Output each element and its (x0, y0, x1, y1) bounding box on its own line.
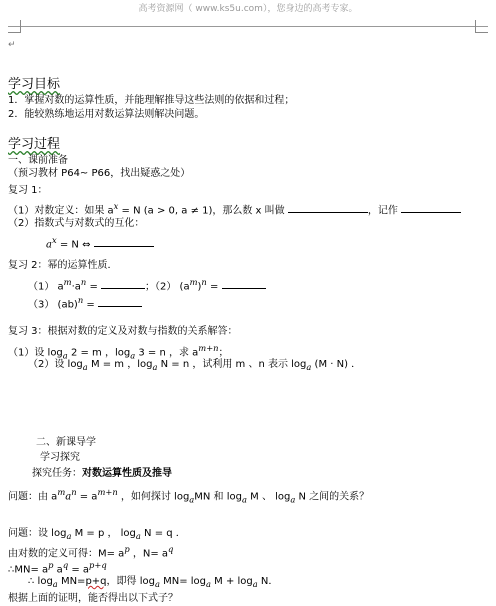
final-question: 根据上面的证明，能否得出以下式子？ (8, 593, 178, 604)
review3-q1: （1）设 $\log_a 2 = m$ ，$\log_a 3 = n$ ，求 $a^{m+n}$； (8, 343, 229, 361)
part-heading-new-lesson: 二、新课导学 (36, 437, 96, 448)
crop-mark-top-left (8, 20, 21, 33)
derivation-line-3: ∴ $\log_a MN=p+q$，即得 $\log_a MN= \log_a M + \log_a N$． (28, 576, 279, 589)
question-1: 问题：由 $a^ma^n = a^{m+n}$ ，如何探讨 $\log_aMN$ 和 $\log_a M$ 、 $\log_a N$ 之间的关系？ (8, 487, 370, 505)
part-heading-prep: 一、课前准备 (8, 155, 68, 166)
review3-q2: （2）设 $\log_a M = m$ ，$\log_a N = n$ ，试利用 m 、n 表示 $\log_a (M \cdot N)$ ． (28, 359, 362, 372)
review1-q1: （1）对数定义：如果 $a^x = N$ (a > 0, a ≠ 1)，那么数 x 叫做 ，记作 (8, 200, 461, 217)
goal-item-2: 2．能较熟练地运用对数运算法则解决问题。 (8, 109, 205, 120)
derivation-line-1: 由对数的定义可得：$M= a^p$ ，$N= a^q$ (8, 544, 174, 560)
derivation-line-2: ∴MN= $a^p$ $a^q = a^{p+q}$ (8, 560, 107, 576)
return-mark-icon: ↵ (8, 40, 16, 50)
explore-heading: 学习探究 (40, 452, 80, 463)
header-divider (8, 26, 488, 27)
section-title-goals: 学习目标 (8, 77, 61, 92)
page-header (0, 0, 496, 22)
goal-item-1: 1．掌握对数的运算性质，并能理解推导这些法则的依据和过程； (8, 95, 295, 106)
preview-note: （预习教材 P64~ P66，找出疑惑之处） (8, 168, 191, 179)
blank-field[interactable] (101, 278, 145, 289)
section-title-process: 学习过程 (8, 137, 61, 152)
blank-field[interactable] (94, 236, 154, 247)
review2-label: 复习 2：幂的运算性质． (8, 260, 118, 271)
blank-field[interactable] (98, 296, 142, 307)
blank-field[interactable] (222, 278, 266, 289)
blank-field[interactable] (288, 202, 368, 213)
header-text: 高考资源网（ www.ks5u.com），您身边的高考专家。 (138, 4, 358, 14)
review1-label: 复习 1： (8, 185, 48, 196)
crop-mark-top-right (475, 20, 488, 33)
review3-label: 复习 3：根据对数的定义及对数与指数的关系解答： (8, 326, 238, 337)
review2-q1-q2: （1） $a^m\cdot a^n$ = ；（2） $(a^m)^n$ = (28, 276, 266, 293)
review2-q3: （3） (ab)$^n$ = (28, 294, 142, 311)
blank-field[interactable] (401, 202, 461, 213)
review1-q2-formula: $a^x = N$ ⇔ (46, 234, 154, 251)
explore-task: 探究任务：对数运算性质及推导 (32, 468, 172, 479)
question-2: 问题：设 $\log_a M = p$ ， $\log_a N = q$ ． (8, 528, 186, 541)
review1-q2: （2）指数式与对数式的互化： (8, 218, 145, 229)
